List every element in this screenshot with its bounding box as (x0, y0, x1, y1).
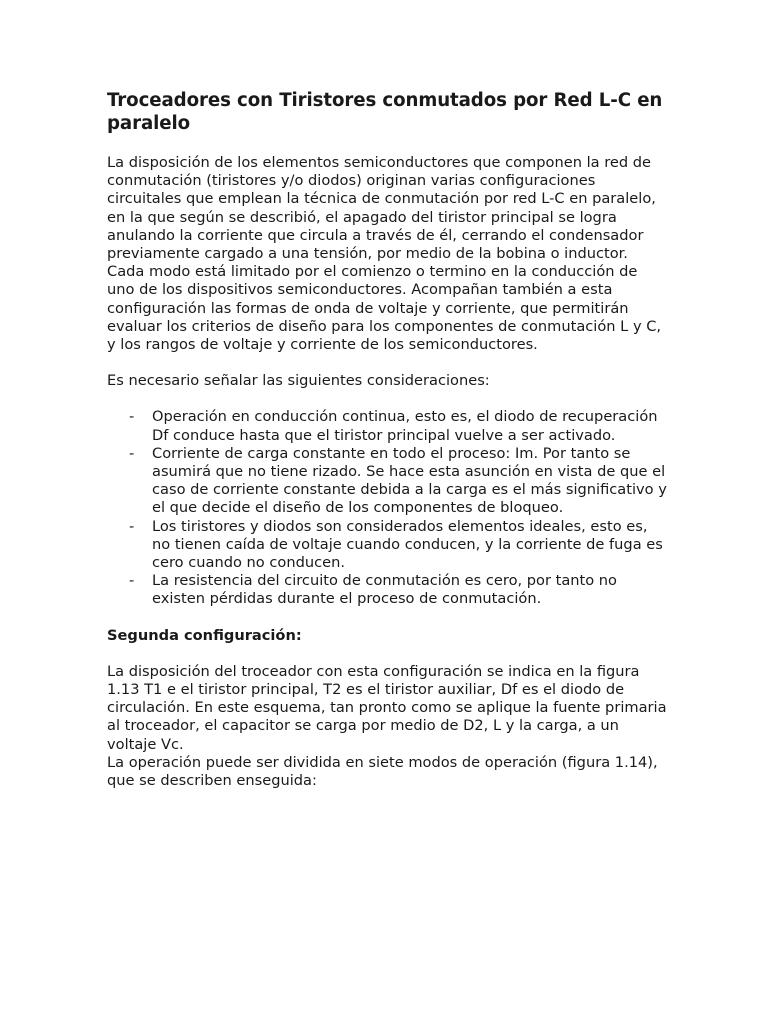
intro-paragraph-1: La disposición de los elementos semiconductores que componen la red de conmutación (tiristores y/o diodos) originan varias configuraciones circuitales que emplean la técnica de conmutación por red L-C en paralelo, en la que según se describió, el apagado del tiristor principal se logra anulando la corriente que circula a través de él, cerrando el condensador previamente cargado a una tensión, por medio de la bobina o inductor. (107, 154, 656, 263)
list-item (107, 408, 667, 444)
list-item-text: La resistencia del circuito de conmutación es cero, por tanto no existen pérdidas durante el proceso de conmutación. (152, 572, 617, 608)
list-item-text: Corriente de carga constante en todo el proceso: Im. Por tanto se asumirá que no tiene rizado. Se hace esta asunción en vista de que el caso de corriente constante debida a la carga es el más significativo y el que decide el diseño de los componentes de bloqueo. (152, 444, 667, 517)
section-title: Segunda configuración: (107, 626, 302, 644)
list-item-text: Los tiristores y diodos son considerados elementos ideales, esto es, no tienen caída de voltaje cuando conducen, y la corriente de fuga es cero cuando no conducen. (152, 517, 663, 572)
spacer (107, 645, 667, 663)
considerations-lead: Es necesario señalar las siguientes consideraciones: (107, 372, 490, 390)
document-page (107, 90, 667, 790)
section-paragraph-2: La operación puede ser dividida en siete modos de operación (figura 1.14), que se describen enseguida: (107, 753, 658, 790)
bullet-dash: - (129, 572, 135, 590)
bullet-dash: - (129, 444, 135, 462)
list-item (107, 518, 667, 573)
list-item (107, 572, 667, 608)
spacer (107, 354, 667, 372)
intro-paragraph-2: Cada modo está limitado por el comienzo o termino en la conducción de uno de los dispositivos semiconductores. Acompañan también a esta configuración las formas de onda de voltaje y corriente, que permitirán evaluar los criterios de diseño para los componentes de conmutación L y C, y los rangos de voltaje y corriente de los semiconductores. (107, 263, 662, 354)
bullet-dash: - (129, 517, 135, 535)
list-item-text: Operación en conducción continua, esto es, el diodo de recuperación Df conduce hasta que el tiristor principal vuelve a ser activado. (152, 408, 658, 444)
considerations-list (107, 408, 667, 608)
spacer (107, 390, 667, 408)
spacer (107, 609, 667, 627)
document-title: Troceadores con Tiristores conmutados por Red L-C en paralelo (107, 90, 663, 134)
bullet-dash: - (129, 408, 135, 426)
list-item (107, 445, 667, 518)
section-paragraph-1: La disposición del troceador con esta configuración se indica en la figura 1.13 T1 e el tiristor principal, T2 es el tiristor auxiliar, Df es el diodo de circulación. En este esquema, tan pronto como se aplique la fuente primaria al troceador, el capacitor se carga por medio de D2, L y la carga, a un voltaje Vc. (107, 662, 667, 753)
